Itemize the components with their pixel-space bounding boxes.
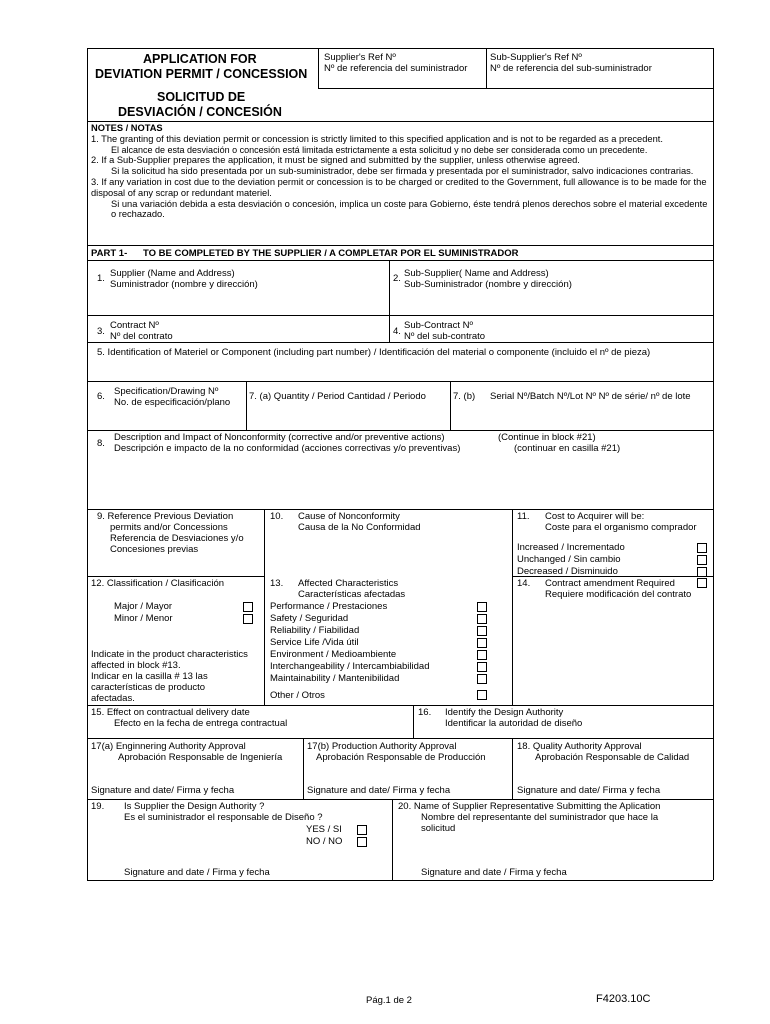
field-15-label-en: 15. Effect on contractual delivery date <box>91 707 250 718</box>
design-authority-input[interactable] <box>600 708 710 736</box>
field-20-label-es-line1: Nombre del representante del suministrador que hace la <box>421 812 659 823</box>
field-10-label-es: Causa de la No Conformidad <box>298 522 421 533</box>
subcontract-number-input[interactable] <box>500 318 710 340</box>
field-14-number: 14. <box>517 578 531 589</box>
serial-batch-lot-input[interactable] <box>453 404 710 428</box>
field-3-number: 3. <box>97 326 105 337</box>
field-9-line4: Concesiones previas <box>110 544 199 555</box>
characteristic-service-life-label: Service Life /Vida útil <box>270 637 359 648</box>
characteristic-performance-checkbox[interactable] <box>477 602 487 612</box>
field-19-label-es: Es el suministrador el responsable de Diseño ? <box>124 812 323 823</box>
design-authority-yes-label: YES / SI <box>306 824 342 835</box>
characteristic-environment-checkbox[interactable] <box>477 650 487 660</box>
engineering-approval-signature[interactable] <box>90 765 300 783</box>
cost-increased-checkbox[interactable] <box>697 543 707 553</box>
field-16-label-es: Identificar la autoridad de diseño <box>445 718 583 729</box>
supplier-signature-19[interactable] <box>90 850 389 865</box>
note-3-en: 3. If any variation in cost due to the deviation permit or concession is to be charged or credited to the Government, full allowance is to be made for the disposal of any scrap or redundant materiel. <box>91 176 707 198</box>
characteristic-performance-label: Performance / Prestaciones <box>270 601 388 612</box>
subsupplier-ref-label-en: Sub-Supplier's Ref Nº <box>490 52 582 63</box>
field-17a-label-en: 17(a) Enginnering Authority Approval <box>91 741 246 752</box>
field-1-number: 1. <box>97 273 105 284</box>
field-8-continue-es: (continuar en casilla #21) <box>514 443 621 454</box>
field-19-label-en: Is Supplier the Design Authority ? <box>124 801 265 812</box>
field-8-label-en: Description and Impact of Nonconformity (corrective and/or preventive actions) <box>114 432 445 443</box>
field-2-number: 2. <box>393 273 401 284</box>
note-1-es: El alcance de esta desviación o concesión está limitada estrictamente a esta solicitud y no debe ser considerada como un precedente. <box>111 144 648 155</box>
field-12-indicate-line2: affected in block #13. <box>91 660 181 671</box>
note-3-es: Si una variación debida a esta desviación o concesión, implica un coste para Gobierno, éste tendrá plenos derechos sobre el material excedente o rechazado. <box>111 198 708 220</box>
title-es-line2: DESVIACIÓN / CONCESIÓN <box>118 105 282 119</box>
field-19-signature-label: Signature and date / Firma y fecha <box>124 867 270 878</box>
subsupplier-ref-label-es: Nº de referencia del sub-suministrador <box>490 63 652 74</box>
supplier-name-address-input[interactable] <box>90 292 386 312</box>
note-1-en: 1. The granting of this deviation permit or concession is strictly limited to this specified application and is not to be regarded as a precedent. <box>91 133 663 144</box>
field-20-signature-label: Signature and date / Firma y fecha <box>421 867 567 878</box>
quantity-period-input[interactable] <box>249 404 448 428</box>
field-10-label-en: Cause of Nonconformity <box>298 511 400 522</box>
notes-section <box>91 123 713 220</box>
field-13-number: 13. <box>270 578 284 589</box>
materiel-identification-input[interactable] <box>90 360 710 379</box>
field-12-indicate-line4: características de producto <box>91 682 206 693</box>
field-8-number: 8. <box>97 438 105 449</box>
characteristic-reliability-label: Reliability / Fiabilidad <box>270 625 360 636</box>
field-3-label-es: Nº del contrato <box>110 331 173 342</box>
characteristic-maintainability-checkbox[interactable] <box>477 674 487 684</box>
supplier-ref-label-en: Supplier's Ref Nº <box>324 52 396 63</box>
design-authority-no-label: NO / NO <box>306 836 343 847</box>
title-en-line1: APPLICATION FOR <box>143 52 257 66</box>
field-10-number: 10. <box>270 511 284 522</box>
design-authority-yes-checkbox[interactable] <box>357 825 367 835</box>
field-17b-label-es: Aprobación Responsable de Producción <box>316 752 486 763</box>
field-5-label: 5. Identification of Materiel or Component (including part number) / Identificación del material o componente (incluido el nº de pieza) <box>97 347 651 358</box>
title-es-line1: SOLICITUD DE <box>157 90 246 104</box>
notes-heading: NOTES / NOTAS <box>91 123 163 133</box>
field-12-indicate-line5: afectadas. <box>91 693 135 704</box>
characteristic-reliability-checkbox[interactable] <box>477 626 487 636</box>
design-authority-no-checkbox[interactable] <box>357 837 367 847</box>
form-code: F4203.10C <box>596 993 651 1005</box>
characteristic-other-label: Other / Otros <box>270 690 325 701</box>
field-9-line1: 9. Reference Previous Deviation <box>97 511 234 522</box>
field-12-indicate-line1: Indicate in the product characteristics <box>91 649 248 660</box>
part1-label: PART 1- <box>91 248 128 259</box>
nonconformity-cause-input[interactable] <box>267 535 510 575</box>
previous-deviation-reference-input[interactable] <box>90 557 262 574</box>
field-13-label-en: Affected Characteristics <box>298 578 399 589</box>
field-12-label: 12. Classification / Clasificación <box>91 578 225 589</box>
production-approval-signature[interactable] <box>306 765 509 783</box>
field-2-label-en: Sub-Supplier( Name and Address) <box>404 268 549 279</box>
subsupplier-name-address-input[interactable] <box>392 292 710 312</box>
field-9-line2: permits and/or Concessions <box>110 522 228 533</box>
field-14-label-es: Requiere modificación del contrato <box>545 589 692 600</box>
characteristic-maintainability-label: Maintainability / Mantenibilidad <box>270 673 400 684</box>
note-2-en: 2. If a Sub-Supplier prepares the application, it must be signed and submitted by the supplier, unless otherwise agreed. <box>91 155 580 166</box>
field-15-label-es: Efecto en la fecha de entrega contractual <box>114 718 288 729</box>
field-4-number: 4. <box>393 326 401 337</box>
field-19-number: 19. <box>91 801 105 812</box>
title-en-line2: DEVIATION PERMIT / CONCESSION <box>95 67 308 81</box>
field-11-number: 11. <box>517 511 530 522</box>
field-11-label-es: Coste para el organismo comprador <box>545 522 697 533</box>
characteristic-service-life-checkbox[interactable] <box>477 638 487 648</box>
field-6-label-en: Specification/Drawing Nº <box>114 386 219 397</box>
characteristic-safety-label: Safety / Seguridad <box>270 613 349 624</box>
field-17b-label-en: 17(b) Production Authority Approval <box>307 741 457 752</box>
specification-drawing-input[interactable] <box>90 410 243 428</box>
characteristic-interchangeability-label: Interchangeability / Intercambiabilidad <box>270 661 430 672</box>
classification-major-checkbox[interactable] <box>243 602 253 612</box>
field-6-number: 6. <box>97 391 105 402</box>
classification-minor-checkbox[interactable] <box>243 614 253 624</box>
field-18-label-en: 18. Quality Authority Approval <box>517 741 642 752</box>
field-13-label-es: Características afectadas <box>298 589 406 600</box>
cost-option-increased-label: Increased / Incrementado <box>517 542 625 553</box>
field-20-label-en: 20. Name of Supplier Representative Submitting the Aplication <box>398 801 661 812</box>
characteristic-other-checkbox[interactable] <box>477 690 487 700</box>
contract-amendment-checkbox[interactable] <box>697 578 707 588</box>
supplier-ref-label-es: Nº de referencia del suministrador <box>324 63 468 74</box>
field-4-label-en: Sub-Contract Nº <box>404 320 473 331</box>
classification-major-label: Major / Mayor <box>114 601 173 612</box>
delivery-date-effect-input[interactable] <box>310 708 410 736</box>
cost-decreased-checkbox[interactable] <box>697 567 707 577</box>
field-16-label-en: Identify the Design Authority <box>445 707 564 718</box>
field-3-label-en: Contract Nº <box>110 320 159 331</box>
field-12-indicate-line3: Indicar en la casilla # 13 las <box>91 671 208 682</box>
page-number: Pág.1 de 2 <box>366 995 412 1006</box>
field-17a-signature-label: Signature and date/ Firma y fecha <box>91 785 235 796</box>
characteristic-environment-label: Environment / Medioambiente <box>270 649 397 660</box>
field-11-label-en: Cost to Acquirer will be: <box>545 511 645 522</box>
characteristic-interchangeability-checkbox[interactable] <box>477 662 487 672</box>
field-16-number: 16. <box>418 707 432 718</box>
field-7b-number: 7. (b) <box>453 391 476 402</box>
cost-option-unchanged-label: Unchanged / Sin cambio <box>517 554 621 565</box>
field-14-label-en: Contract amendment Required <box>545 578 675 589</box>
field-17a-label-es: Aprobación Responsable de Ingeniería <box>118 752 283 763</box>
field-18-label-es: Aprobación Responsable de Calidad <box>535 752 690 763</box>
field-20-label-es-line2: solicitud <box>421 823 456 834</box>
characteristic-safety-checkbox[interactable] <box>477 614 487 624</box>
field-7a-label: 7. (a) Quantity / Period Cantidad / Periodo <box>249 391 426 402</box>
quality-approval-signature[interactable] <box>515 765 710 783</box>
field-8-continue-en: (Continue in block #21) <box>498 432 596 443</box>
field-8-label-es: Descripción e impacto de la no conformidad (acciones correctivas y/o preventivas) <box>114 443 461 454</box>
field-1-label-en: Supplier (Name and Address) <box>110 268 235 279</box>
classification-minor-label: Minor / Menor <box>114 613 173 624</box>
field-9-line3: Referencia de Desviaciones y/o <box>110 533 244 544</box>
field-2-label-es: Sub-Suministrador (nombre y dirección) <box>404 279 572 290</box>
cost-option-decreased-label: Decreased / Disminuido <box>517 566 618 577</box>
field-6-label-es: No. de especificación/plano <box>114 397 231 408</box>
field-4-label-es: Nº del sub-contrato <box>404 331 486 342</box>
supplier-representative-input[interactable] <box>395 836 710 864</box>
cost-unchanged-checkbox[interactable] <box>697 555 707 565</box>
note-2-es: Si la solicitud ha sido presentada por un sub-suministrador, debe ser firmada y presentada por el suministrador, salvo indicaciones contrarias. <box>111 166 694 177</box>
contract-number-input[interactable] <box>190 318 386 340</box>
nonconformity-description-input[interactable] <box>90 456 710 507</box>
part1-heading: TO BE COMPLETED BY THE SUPPLIER / A COMPLETAR POR EL SUMINISTRADOR <box>143 248 519 259</box>
field-7b-label: Serial Nº/Batch Nº/Lot Nº Nº de série/ nº de lote <box>490 391 691 402</box>
field-18-signature-label: Signature and date/ Firma y fecha <box>517 785 661 796</box>
field-17b-signature-label: Signature and date/ Firma y fecha <box>307 785 451 796</box>
field-1-label-es: Suministrador (nombre y dirección) <box>110 279 258 290</box>
